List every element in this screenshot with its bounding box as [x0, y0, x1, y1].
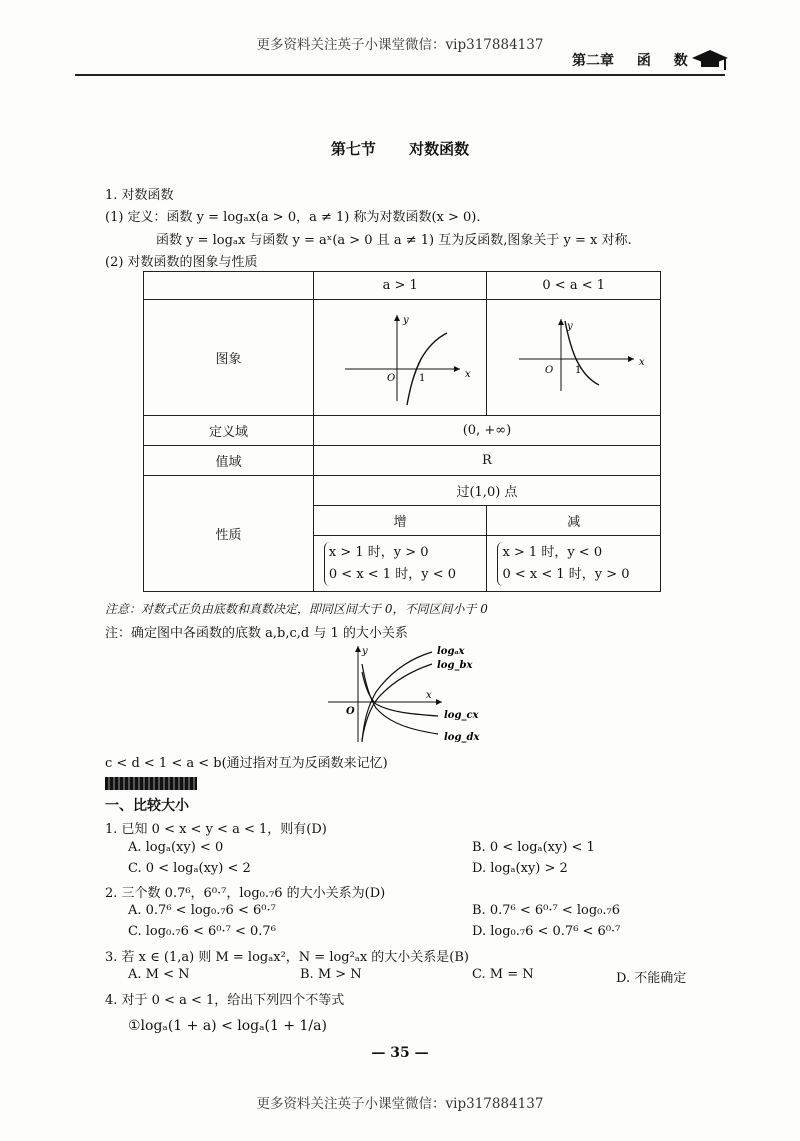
col-header-a-gt-1: a > 1: [313, 272, 487, 300]
origin-label: O: [544, 364, 553, 376]
properties-table: [143, 271, 661, 592]
header-rule: [75, 74, 725, 76]
graduation-cap-icon: [690, 48, 730, 72]
sign-prop-2b: 0 < x < 1 时，y > 0: [502, 566, 630, 582]
q2-option-c: C. log₀.₇6 < 6⁰·⁷ < 0.7⁶: [128, 924, 276, 939]
axis-y-label: y: [403, 314, 409, 326]
q2-option-d: D. log₀.₇6 < 0.7⁶ < 6⁰·⁷: [472, 924, 621, 939]
note-sign: 注意：对数式正负由底数和真数决定，即同区间大于 0，不同区间小于 0: [105, 602, 488, 616]
definition-line: (1) 定义：函数 y = logₐx(a > 0，a ≠ 1) 称为对数函数(x > 0).: [105, 210, 481, 225]
q2-option-b: B. 0.7⁶ < 6⁰·⁷ < log₀.₇6: [472, 903, 620, 918]
graph-decreasing-cell: [487, 300, 661, 416]
sign-props-a-lt-1: [487, 536, 661, 592]
q2-option-a: A. 0.7⁶ < log₀.₇6 < 6⁰·⁷: [128, 903, 276, 918]
section-name: 对数函数: [409, 140, 470, 158]
row-label-domain: 定义域: [144, 416, 314, 446]
chapter-label: 第二章: [572, 53, 614, 69]
q3-option-c: C. M = N: [472, 967, 534, 982]
range-value: R: [313, 446, 660, 476]
chapter-header: [572, 50, 688, 70]
watermark-top: 更多资料关注英子小课堂微信：vip317884137: [256, 37, 544, 53]
heading-graph-props: (2) 对数函数的图象与性质: [105, 255, 258, 270]
axis-y-label: y: [566, 320, 573, 332]
q1-stem: 1. 已知 0 < x < y < a < 1，则有(D): [105, 822, 327, 837]
label-log-c: log_cx: [444, 710, 479, 721]
monotonic-decreasing: 减: [487, 506, 661, 536]
note-compare-bases: 注：确定图中各函数的底数 a,b,c,d 与 1 的大小关系: [105, 626, 408, 641]
domain-value: (0, +∞): [313, 416, 660, 446]
origin-label: O: [346, 706, 355, 717]
row-label-graph: 图象: [144, 300, 314, 416]
graph-decreasing: [499, 301, 649, 411]
axis-x-label: x: [465, 368, 471, 380]
label-log-d: log_dx: [444, 732, 480, 743]
q3-stem: 3. 若 x ∈ (1,a) 则 M = logₐx²，N = log²ₐx 的大小关系是(B): [105, 950, 470, 965]
origin-label: O: [387, 372, 396, 384]
graph-increasing-cell: [313, 300, 487, 416]
page-number: — 35 —: [371, 1045, 429, 1061]
q2-stem: 2. 三个数 0.7⁶，6⁰·⁷，log₀.₇6 的大小关系为(D): [105, 886, 386, 901]
q1-option-b: B. 0 < logₐ(xy) < 1: [472, 840, 595, 855]
sign-prop-1a: x > 1 时，y > 0: [328, 544, 429, 560]
label-log-b: log_bx: [437, 660, 473, 671]
base-order-conclusion: c < d < 1 < a < b(通过指对互为反函数来记忆): [105, 756, 388, 771]
axis-x-label: x: [426, 690, 432, 701]
fixed-point: 过(1,0) 点: [313, 476, 660, 506]
q3-option-a: A. M < N: [128, 967, 190, 982]
one-label: 1: [574, 364, 582, 376]
chapter-char-1: 函: [636, 53, 651, 69]
q1-option-a: A. logₐ(xy) < 0: [128, 840, 224, 855]
watermark-bottom: 更多资料关注英子小课堂微信：vip317884137: [256, 1096, 544, 1112]
row-label-properties: 性质: [144, 476, 314, 592]
section-compare: 一、比较大小: [105, 798, 189, 814]
graph-increasing: [325, 301, 475, 411]
q1-option-c: C. 0 < logₐ(xy) < 2: [128, 861, 251, 876]
q3-option-b: B. M > N: [300, 967, 362, 982]
section-title: [0, 138, 800, 159]
sign-prop-1b: 0 < x < 1 时，y < 0: [328, 566, 456, 582]
axis-x-label: x: [638, 356, 645, 368]
q4-stem: 4. 对于 0 < a < 1，给出下列四个不等式: [105, 993, 345, 1008]
row-label-range: 值域: [144, 446, 314, 476]
q3-option-d: D. 不能确定: [616, 971, 687, 986]
monotonic-increasing: 增: [313, 506, 487, 536]
inverse-line: 函数 y = logₐx 与函数 y = aˣ(a > 0 且 a ≠ 1) 互为反函数,图象关于 y = x 对称.: [156, 233, 632, 248]
one-label: 1: [419, 372, 426, 384]
section-number: 第七节: [330, 140, 376, 158]
sign-props-a-gt-1: [313, 536, 487, 592]
col-header-a-lt-1: 0 < a < 1: [487, 272, 661, 300]
q1-option-d: D. logₐ(xy) > 2: [472, 861, 568, 876]
chapter-char-2: 数: [673, 53, 688, 69]
label-log-a: logₐx: [437, 646, 465, 657]
q4-item-1: ①logₐ(1 + a) < logₐ(1 + 1/a): [128, 1018, 327, 1034]
heading-log-function: 1. 对数函数: [105, 188, 174, 203]
log-bases-graph: [320, 642, 490, 747]
table-corner: [144, 272, 314, 300]
axis-y-label: y: [362, 646, 368, 657]
exercise-banner: [105, 777, 197, 790]
sign-prop-2a: x > 1 时，y < 0: [502, 544, 603, 560]
